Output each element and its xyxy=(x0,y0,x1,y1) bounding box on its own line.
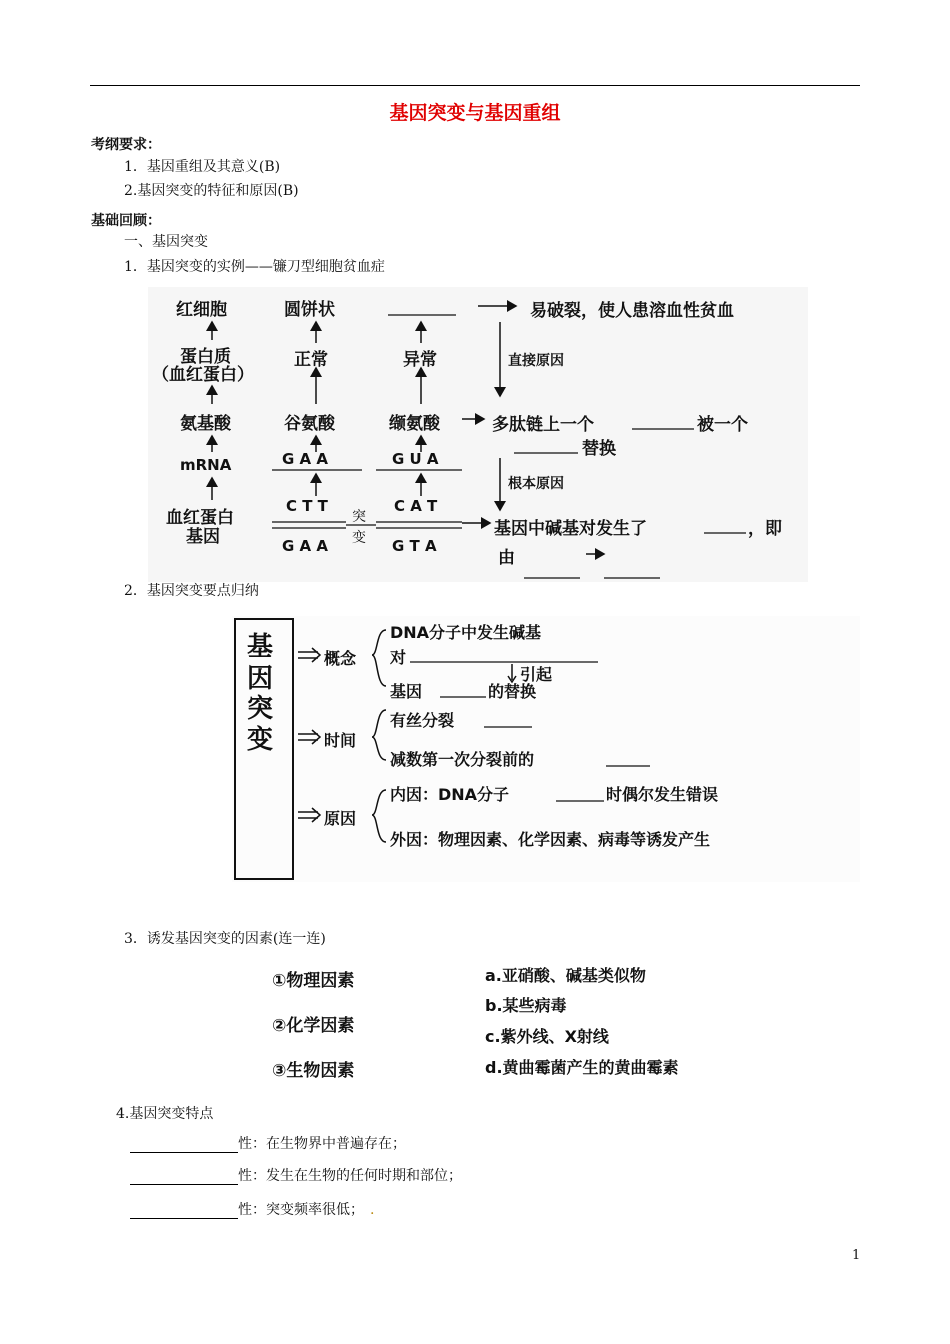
root-cause: 根本原因 xyxy=(508,476,564,492)
fig1-label: 圆饼状 xyxy=(284,300,335,320)
fig1-label: 谷氨酸 xyxy=(284,414,335,434)
cause-text: 时偶尔发生错误 xyxy=(606,785,719,804)
review-heading: 基础回顾： xyxy=(91,213,161,229)
fig1-result: 被一个 xyxy=(697,415,748,435)
summary-box-char: 基 xyxy=(247,632,274,662)
concept-label: 概念 xyxy=(324,649,357,668)
factor-left: ①物理因素 xyxy=(272,971,355,991)
mutation-label: 突 xyxy=(352,509,366,525)
summary-box-char: 变 xyxy=(247,725,274,755)
fig1-label: mRNA xyxy=(180,456,232,474)
item-heading: 4.基因突变特点 xyxy=(116,1106,214,1122)
page-title: 基因突变与基因重组 xyxy=(389,102,561,124)
fig1-label: 异常 xyxy=(403,350,437,370)
summary-box-char: 突 xyxy=(247,694,274,724)
cause-text: 外因：物理因素、化学因素、病毒等诱发产生 xyxy=(390,830,711,849)
fig1-result: 替换 xyxy=(582,439,616,459)
factor-left: ③生物因素 xyxy=(272,1061,355,1081)
fig1-result: ，即 xyxy=(748,519,782,539)
fill-blank[interactable] xyxy=(130,1170,238,1185)
fig1-label: 蛋白质 xyxy=(180,347,231,367)
fig1-label: 红细胞 xyxy=(176,300,227,320)
fig1-result: 易破裂，使人患溶血性贫血 xyxy=(530,301,734,321)
fig1-result: 多肽链上一个 xyxy=(492,415,594,435)
implies-arrow xyxy=(298,808,320,822)
syllabus-item: 2.基因突变的特征和原因(B) xyxy=(124,183,299,199)
concept-text: 引起 xyxy=(520,665,553,684)
time-text: 有丝分裂 xyxy=(390,711,455,730)
fill-blank[interactable] xyxy=(130,1138,238,1153)
concept-text: DNA分子中发生碱基 xyxy=(390,623,542,642)
summary-box-char: 因 xyxy=(247,664,274,694)
factor-right: d.黄曲霉菌产生的黄曲霉素 xyxy=(485,1058,679,1077)
factor-left: ②化学因素 xyxy=(272,1016,355,1036)
page-number: 1 xyxy=(852,1248,861,1263)
factor-right: a.亚硝酸、碱基类似物 xyxy=(485,966,646,985)
codon: G T A xyxy=(392,537,437,555)
fig1-label: 血红蛋白 xyxy=(166,508,234,528)
trait-line: 性：突变频率很低； . xyxy=(130,1199,374,1219)
fig1-label: （血红蛋白） xyxy=(152,365,254,385)
fig1-label: 氨基酸 xyxy=(180,414,231,434)
item-heading: 2．基因突变要点归纳 xyxy=(124,583,259,599)
brace xyxy=(372,710,386,760)
fill-blank[interactable] xyxy=(130,1204,238,1219)
fig1-result: 基因中碱基对发生了 xyxy=(494,519,647,539)
syllabus-item: 1．基因重组及其意义(B) xyxy=(124,159,281,175)
syllabus-heading: 考纲要求： xyxy=(91,137,161,153)
item-heading: 3．诱发基因突变的因素(连一连) xyxy=(124,931,326,947)
concept-text: 对 xyxy=(390,648,407,667)
brace xyxy=(372,630,386,686)
direct-cause: 直接原因 xyxy=(508,353,564,369)
codon: G A A xyxy=(282,537,328,555)
trait-dot: . xyxy=(370,1202,375,1218)
codon: C T T xyxy=(286,497,328,515)
item-heading: 1．基因突变的实例——镰刀型细胞贫血症 xyxy=(124,259,385,275)
cause-text: 内因：DNA分子 xyxy=(390,785,510,804)
fig1-result: 由 xyxy=(498,548,515,568)
time-label: 时间 xyxy=(324,731,357,750)
fig1-label: 正常 xyxy=(294,350,328,370)
trait-line: 性：发生在生物的任何时期和部位； xyxy=(130,1165,462,1185)
time-text: 减数第一次分裂前的 xyxy=(390,750,535,769)
brace xyxy=(372,790,386,842)
factor-right: c.紫外线、X射线 xyxy=(485,1027,609,1046)
concept-text: 的替换 xyxy=(488,682,537,701)
implies-arrow xyxy=(298,648,320,662)
factor-right: b.某些病毒 xyxy=(485,996,567,1015)
concept-text: 基因 xyxy=(390,682,423,701)
codon: G U A xyxy=(392,450,439,468)
cause-label: 原因 xyxy=(324,809,357,828)
trait-line: 性：在生物界中普遍存在； xyxy=(130,1133,406,1153)
mutation-label: 变 xyxy=(352,530,366,546)
implies-arrow xyxy=(298,730,320,744)
codon: G A A xyxy=(282,450,328,468)
section-heading: 一、基因突变 xyxy=(124,234,208,250)
fig1-label: 基因 xyxy=(186,527,220,547)
codon: C A T xyxy=(394,497,438,515)
fig1-label: 缬氨酸 xyxy=(389,414,440,434)
